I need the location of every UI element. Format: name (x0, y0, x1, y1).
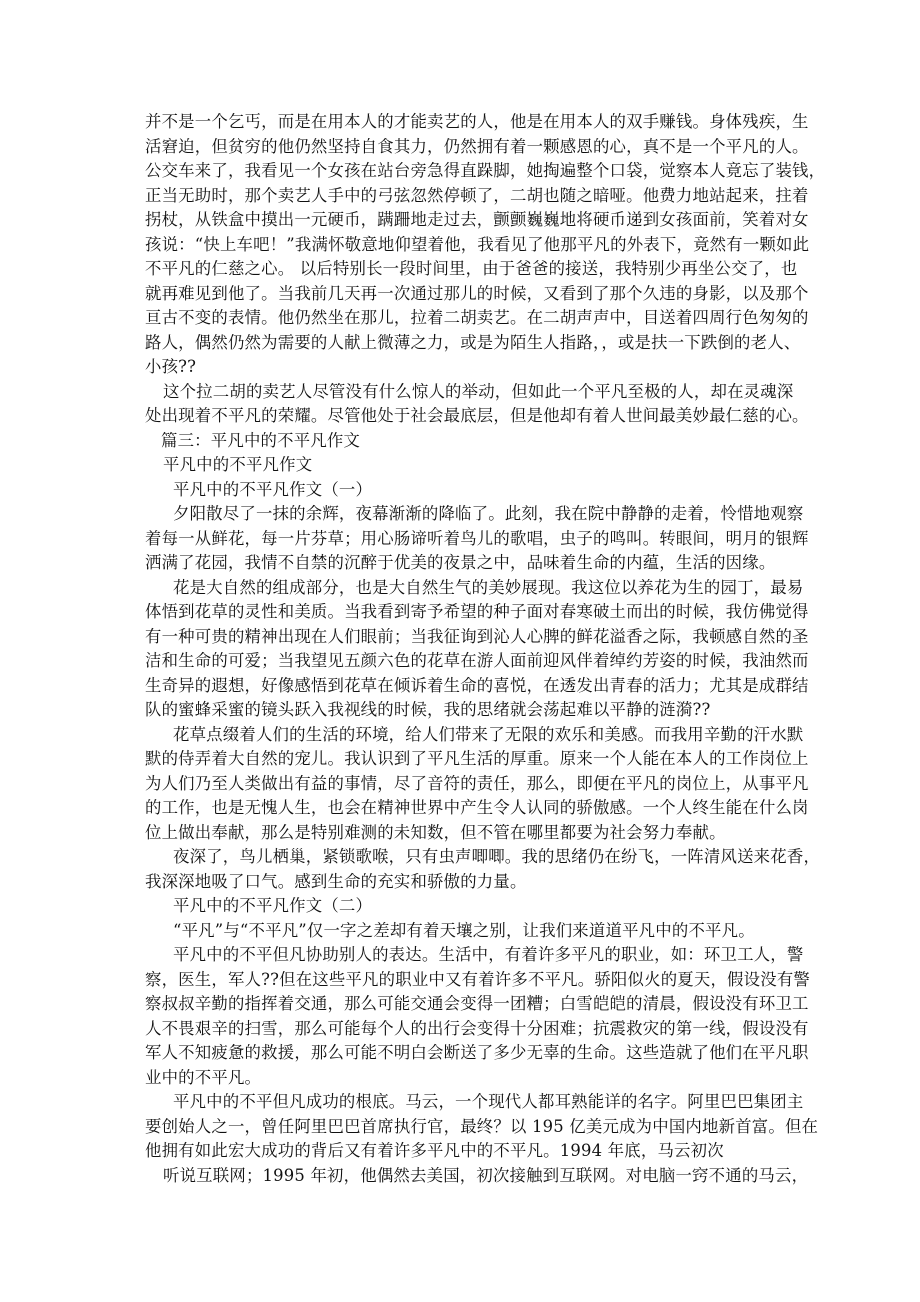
essay-subtitle: 平凡中的不平凡作文（二） (173, 896, 373, 915)
text-line: 队的蜜蜂采蜜的镜头跃入我视线的时候，我的思绪就会荡起难以平静的涟漪?? (145, 700, 711, 719)
text-line: 人不畏艰辛的扫雪，那么可能每个人的出行会变得十分困难；抗震救灾的第一线，假设没有 (145, 1018, 809, 1038)
essay-title: 平凡中的不平凡作文 (163, 455, 313, 474)
text-line: 活窘迫，但贫穷的他仍然坚持自食其力，仍然拥有着一颗感恩的心，真不是一个平凡的人。 (145, 136, 809, 156)
text-line: 察叔叔辛勤的指挥着交通，那么可能交通会变得一团糟；白雪皑皑的清晨，假设没有环卫工 (145, 994, 809, 1013)
text-line: 的工作，也是无愧人生，也会在精神世界中产生令人认同的骄傲感。一个人终生能在什么岗 (145, 798, 809, 817)
text-line: 军人不知疲惫的救援，那么可能不明白会断送了多少无辜的生命。这些造就了他们在平凡职 (145, 1043, 809, 1062)
text-line: 着每一从鲜花，每一片芬草；用心肠谛听着鸟儿的歌唱，虫子的鸣叫。转眼间，明月的银辉 (145, 528, 809, 548)
text-line: 体悟到花草的灵性和美质。当我看到寄予希望的种子面对春寒破土而出的时候，我仿佛觉得 (145, 602, 809, 621)
text-line: 业中的不平凡。 (145, 1067, 262, 1087)
text-line: 不平凡的仁慈之心。 以后特别长一段时间里，由于爸爸的接送，我特别少再坐公交了，也 (145, 259, 798, 278)
text-line: 路人，偶然仍然为需要的人献上微薄之力，或是为陌生人指路，，或是扶一下跌倒的老人、 (145, 332, 801, 352)
text-line: 亘古不变的表情。他仍然坐在那儿，拉着二胡卖艺。在二胡声声中，目送着四周行色匆匆的 (145, 308, 809, 327)
text-line: 洁和生命的可爱；当我望见五颜六色的花草在游人面前迎风伴着绰约芳姿的时候，我油然而 (145, 651, 809, 670)
paragraph-start-line: 夜深了，鸟儿栖巢，紧锁歌喉，只有虫声唧唧。我的思绪仍在纷飞，一阵清风送来花香， (173, 847, 821, 866)
text-line: 小孩?? (145, 357, 197, 376)
text-line: 他拥有如此宏大成功的背后又有着许多平凡中的不平凡。1994 年底，马云初次 (145, 1141, 724, 1160)
text-line: 生奇异的遐想，好像感悟到花草在倾诉着生命的喜悦，在透发出青春的活力；尤其是成群结 (145, 675, 809, 695)
text-line: 就再难见到他了。当我前几天再一次通过那儿的时候，又看到了那个久违的身影，以及那个 (145, 283, 809, 303)
text-line: 洒满了花园，我情不自禁的沉醉于优美的夜景之中，品味着生命的内蕴，生活的因缘。 (145, 553, 776, 572)
paragraph-start-line: 夕阳散尽了一抹的余辉，夜幕渐渐的降临了。此刻，我在院中静静的走着，怜惜地观察 (173, 504, 804, 523)
text-line: 并不是一个乞丐，而是在用本人的才能卖艺的人，他是在用本人的双手赚钱。身体残疾，生 (145, 112, 809, 131)
essay-subtitle: 平凡中的不平凡作文（一） (173, 479, 373, 499)
text-line: 拐杖，从铁盒中摸出一元硬币，蹒跚地走过去，颤颤巍巍地将硬币递到女孩面前，笑着对女 (145, 210, 809, 229)
text-line: 默的侍弄着大自然的宠儿。我认识到了平凡生活的厚重。原来一个人能在本人的工作岗位上 (145, 749, 809, 768)
text-line: 听说互联网；1995 年初，他偶然去美国，初次接触到互联网。对电脑一窍不通的马云， (163, 1165, 809, 1185)
text-line: 处出现着不平凡的荣耀。尽管他处于社会最底层，但是他却有着人世间最美妙最仁慈的心。 (145, 406, 809, 425)
text-line: 要创始人之一，曾任阿里巴巴首席执行官，最终？以 195 亿美元成为中国内地新首富。但在 (145, 1116, 819, 1136)
paragraph-start-line: 平凡中的不平但凡成功的根底。马云，一个现代人都耳熟能详的名字。阿里巴巴集团主 (173, 1092, 804, 1111)
text-line: 有一种可贵的精神出现在人们眼前；当我征询到沁人心脾的鲜花溢香之际，我顿感自然的圣 (145, 626, 809, 646)
paragraph-start-line: 这个拉二胡的卖艺人尽管没有什么惊人的举动，但如此一个平凡至极的人，却在灵魂深 (163, 381, 794, 401)
paragraph-start-line: 花草点缀着人们的生活的环境，给人们带来了无限的欢乐和美感。而我用辛勤的汗水默 (173, 724, 804, 744)
text-line: 正当无助时，那个卖艺人手中的弓弦忽然停顿了，二胡也随之暗哑。他费力地站起来，拄着 (145, 185, 809, 205)
text-line: 孩说：“快上车吧！”我满怀敬意地仰望着他，我看见了他那平凡的外表下，竟然有一颗如此 (145, 234, 810, 254)
paragraph-start-line: “平凡”与“不平凡”仅一字之差却有着天壤之别，让我们来道道平凡中的不平凡。 (173, 920, 755, 940)
text-line: 位上做出奉献，那么是特别难测的未知数，但不管在哪里都要为社会努力奉献。 (145, 822, 726, 842)
section-heading: 篇三：平凡中的不平凡作文 (161, 430, 361, 450)
paragraph-start-line: 花是大自然的组成部分，也是大自然生气的美妙展现。我这位以养花为生的园丁，最易 (173, 577, 804, 597)
text-line: 我深深地吸了口气。感到生命的充实和骄傲的力量。 (145, 871, 527, 891)
paragraph-start-line: 平凡中的不平但凡协助别人的表达。生活中，有着许多平凡的职业，如：环卫工人，警 (173, 945, 804, 964)
essay-body (145, 110, 826, 1188)
text-line: 为人们乃至人类做出有益的事情，尽了音符的责任，那么，即便在平凡的岗位上，从事平凡 (145, 773, 809, 793)
text-line: 察，医生，军人??但在这些平凡的职业中又有着许多不平凡。骄阳似火的夏天，假设没有警 (145, 969, 811, 989)
text-line: 公交车来了，我看见一个女孩在站台旁急得直跺脚，她掏遍整个口袋，觉察本人竟忘了装钱， (145, 161, 826, 180)
